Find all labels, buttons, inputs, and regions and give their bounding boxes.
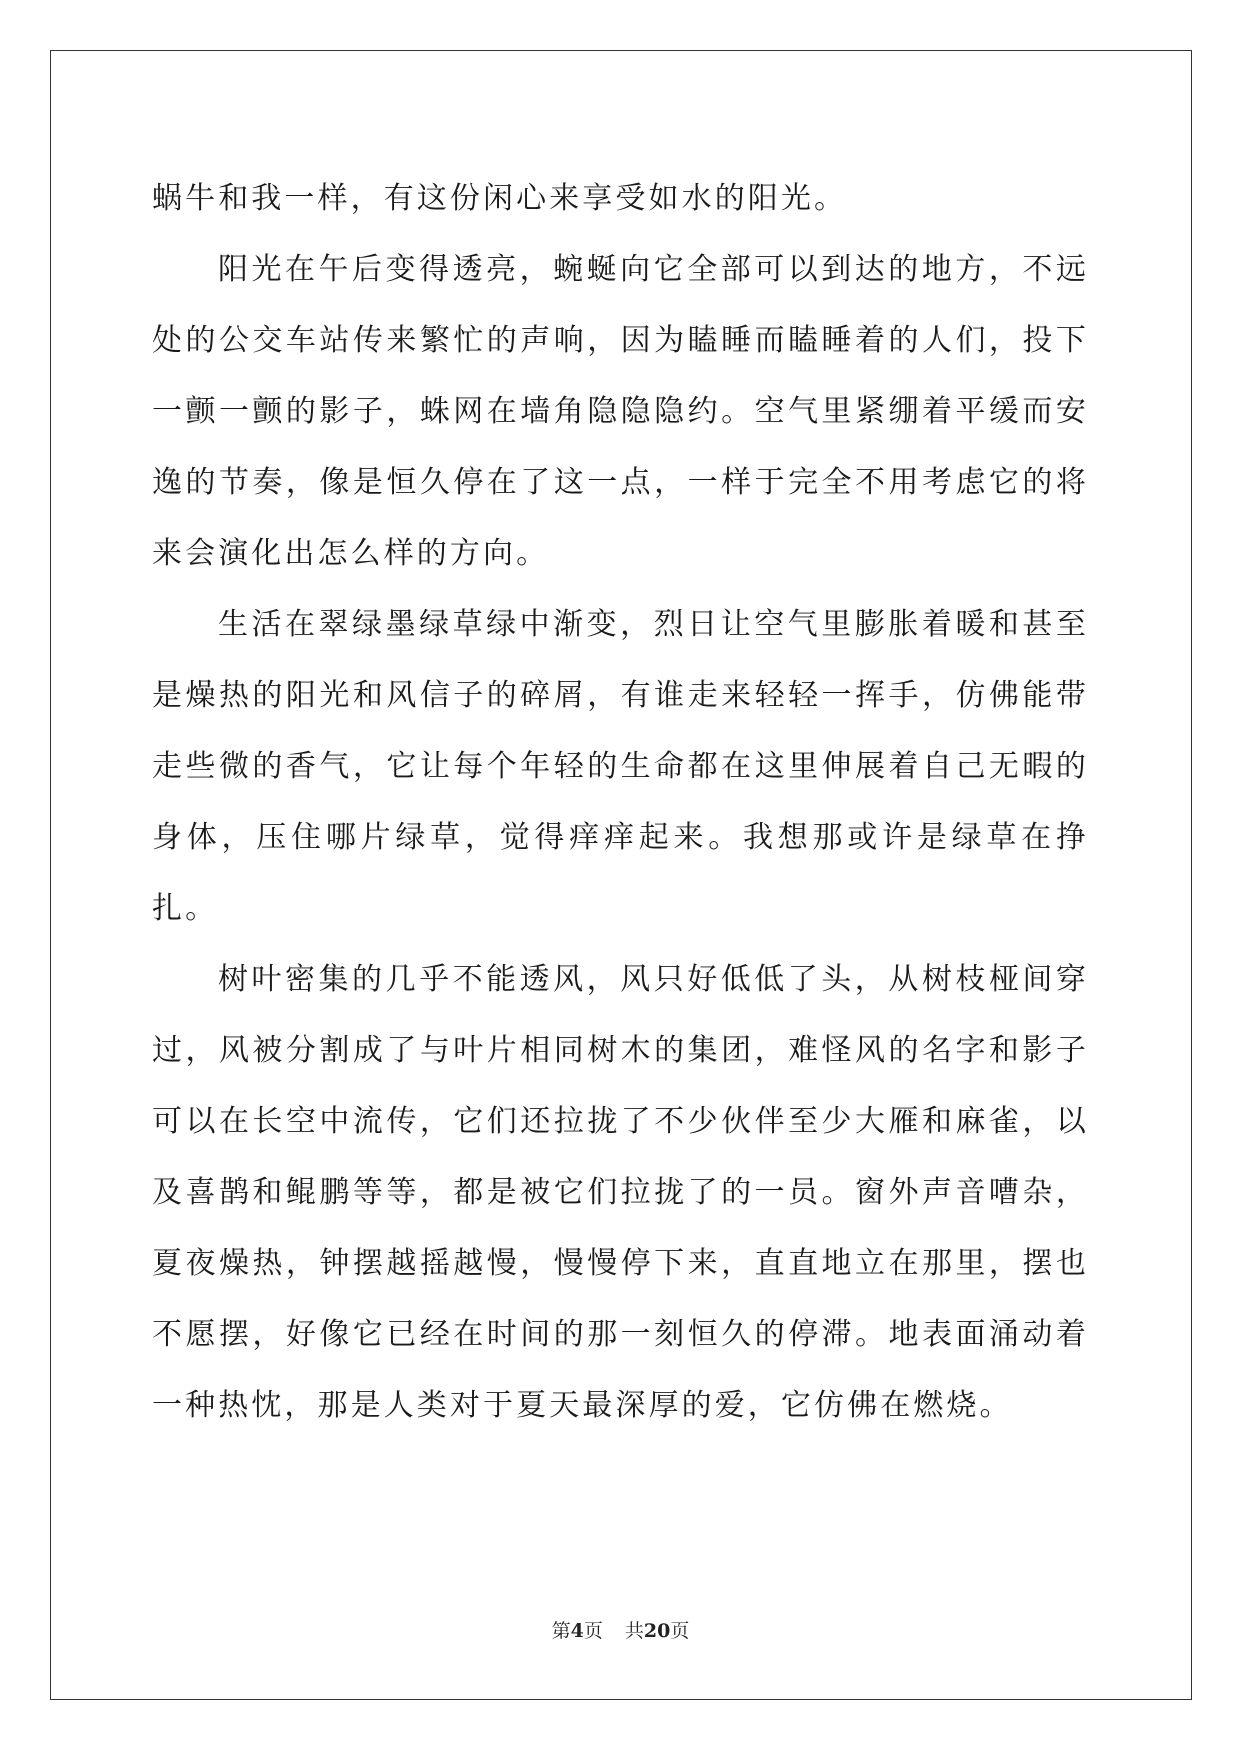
paragraph-1: 蜗牛和我一样，有这份闲心来享受如水的阳光。 [152,181,848,216]
page-footer [0,1616,1241,1643]
paragraph-4: 树叶密集的几乎不能透风，风只好低低了头，从树枝桠间穿过，风被分割成了与叶片相同树木的集团，难怪风的名字和影子可以在长空中流传，它们还拉拢了不少伙伴至少大雁和麻雀，以及喜鹊和鲲鹏等等，都是被它们拉拢了的一员。窗外声音嘈杂，夏夜燥热，钟摆越摇越慢，慢慢停下来，直直地立在那里，摆也不愿摆，好像它已经在时间的那一刻恒久的停滞。地表面涌动着一种热忱，那是人类对于夏天最深厚的爱，它仿佛在燃烧。 [152,962,1089,1423]
total-pages: 20 [643,1620,671,1642]
document-body [152,163,1089,1441]
total-prefix: 共 [624,1620,644,1642]
paragraph-2: 阳光在午后变得透亮，蜿蜒向它全部可以到达的地方，不远处的公交车站传来繁忙的声响，因为瞌睡而瞌睡着的人们，投下一颤一颤的影子，蛛网在墙角隐隐隐约。空气里紧绷着平缓而安逸的节奏，像是恒久停在了这一点，一样于完全不用考虑它的将来会演化出怎么样的方向。 [152,252,1089,571]
page-number: 4 [570,1620,584,1642]
page-prefix: 第 [551,1620,571,1642]
page-suffix: 页 [583,1620,603,1642]
total-suffix: 页 [670,1620,690,1642]
paragraph-3: 生活在翠绿墨绿草绿中渐变，烈日让空气里膨胀着暖和甚至是燥热的阳光和风信子的碎屑，有谁走来轻轻一挥手，仿佛能带走些微的香气，它让每个年轻的生命都在这里伸展着自己无暇的身体，压住哪片绿草，觉得痒痒起来。我想那或许是绿草在挣扎。 [152,607,1089,926]
